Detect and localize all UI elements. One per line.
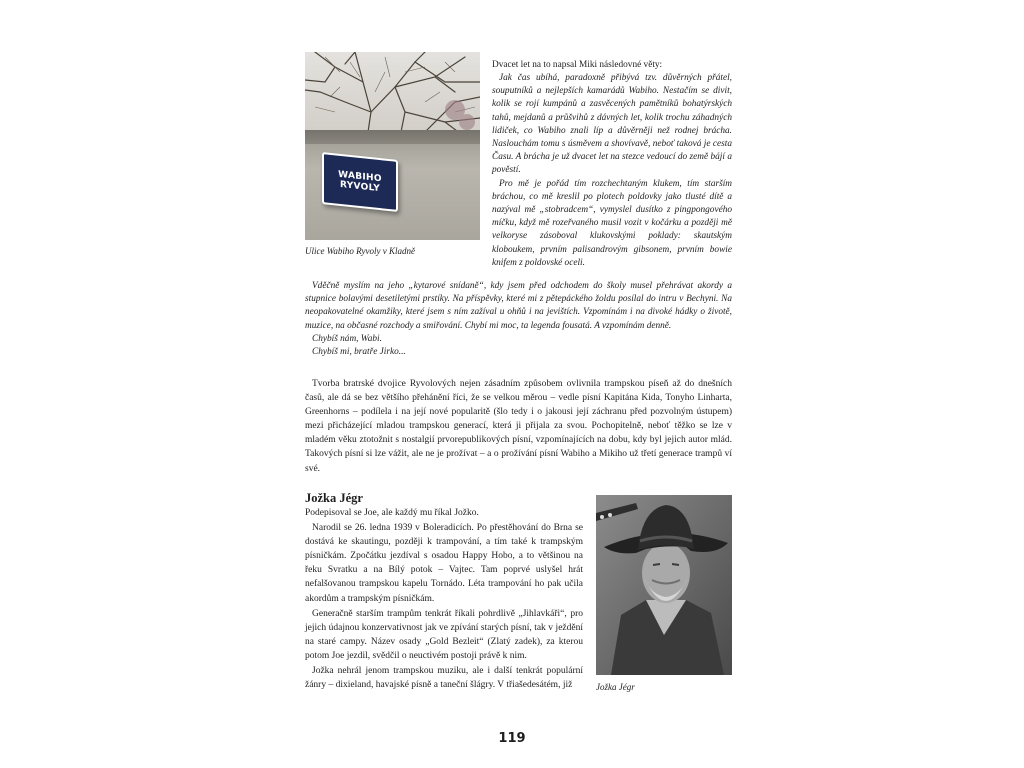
quote-intro: Dvacet let na to napsal Miki následovné věty: [492, 60, 663, 70]
quote-paragraph: Chybíš mi, bratře Jirko... [312, 347, 406, 358]
quote-paragraph: Chybíš nám, Wabi. [312, 333, 382, 344]
portrait-photo [596, 495, 732, 675]
quote-paragraph: Jak čas ubíhá, paradoxně přibývá tzv. důvěrných přátel, souputníků a nejlepších kamarádů Wabiho. Nestačím se divit, kolik se rojí kumpánů a zasvěcených pamětníků bohatýrských tahů, mejdanů a průšvihů z dávných let, kolik trochu záhadných lidiček, co Wabiho znali líp a důvěrněji než rodnej brácha. Naslouchám tomu s úsměvem a shovívavě, neboť taková je cesta Času. A brácha je už dvacet let na stezce vedoucí do země bájí a pověstí. [492, 73, 732, 176]
street-sign-photo [305, 52, 480, 240]
quote-block-continued [305, 280, 732, 359]
section-body [305, 506, 583, 693]
quote-paragraph: Vděčně myslím na jeho „kytarové snídaně“, kdy jsem před odchodem do školy musel přehrávat akordy a stupnice bolavými desetiletými prstíky. Na příspěvky, které mi z pětepáckého žoldu posílal do intru v Bechyni. Na neopakovatelné okamžiky, které jsem s ním zažíval u ohňů i na jevištích. Vzpomínám i na divoké hádky o životě, muzice, na občasné rozchody a smiřování. Chybí mi moc, ta legenda fousatá. A vzpomínám denně. [305, 281, 732, 331]
street-sign-text: WABIHO RYVOLY [338, 169, 382, 195]
section-paragraph: Generačně starším trampům tenkrát říkali pohrdlivě „Jihlavkáři“, pro jejich údajnou konzervativnost jak ve zpívání starých písní, tak v ježdění na staré campy. Název osady „Gold Bezleit“ (Zlatý zadek), za kterou potom Joe jezdil, svědčil o neuctivém postoji právě k nim. [305, 608, 583, 661]
street-sign [322, 152, 398, 212]
section-paragraph: Podepisoval se Joe, ale každý mu říkal Jožko. [305, 508, 479, 518]
section-paragraph: Narodil se 26. ledna 1939 v Boleradicích. Po přestěhování do Brna se dostává ke skautingu, později k trampování, a tím také k trampským písničkám. Zpočátku jezdíval s osadou Happy Hobo, a to většinou na řeku Svratku a na Bílý potok – Vajtec. Tam poprvé uslyšel hrát nefalšovanou trampskou kapelu Tornádo. Léta trampování ho pak učila akordům a trampským písničkám. [305, 523, 583, 604]
quote-paragraph: Pro mě je pořád tím rozchechtaným klukem, tím starším bráchou, co mě kreslil po plotech poldovky jako tlusté dítě a nazýval mě „stobradcem“, vymyslel dusítko z pingpongového míčku, když mě rozeřvaného musil vozit v kočárku a později mě velkoryse zásoboval klukovskými poklady: skautským kloboukem, prvním palisandrovým gibsonem, prvním bowie knifem z poldovské oceli. [492, 178, 732, 268]
quote-block [492, 72, 732, 270]
page-number: 119 [498, 731, 526, 746]
section-heading: Jožka Jégr [305, 491, 363, 505]
photo-caption: Ulice Wabiho Ryvoly v Kladně [305, 246, 415, 256]
body-paragraph: Tvorba bratrské dvojice Ryvolových nejen zásadním způsobem ovlivnila trampskou píseň až do dnešních časů, ale dá se bez většího přehánění říci, že se velkou měrou – vedle písní Kapitána Kida, Tonyho Linharta, Greenhorns – podílela i na její nové popularitě (šlo tedy i o jakousi její záchranu před pozvolným ústupem) mezi přicházející mladou trampskou generací, která ji přijala za svou. Pochopitelně, neboť těžko se lze v mladém věku ztotožnit s nostalgií prvorepublikových písní, vzpomínajících na dobu, kdy byl jejich autor mlád. Takových písní si lze vážit, ale ne je prožívat – a o prožívání písní Wabiho a Mikiho už třetí generace trampů ví své. [305, 379, 732, 474]
wall-coping [305, 130, 480, 144]
section-paragraph: Jožka nehrál jenom trampskou muziku, ale i další tenkrát populární žánry – dixieland, havajské písně a taneční šlágry. V třiašedesátém, již [305, 666, 583, 691]
portrait-illustration [596, 495, 732, 675]
portrait-caption: Jožka Jégr [596, 682, 635, 692]
